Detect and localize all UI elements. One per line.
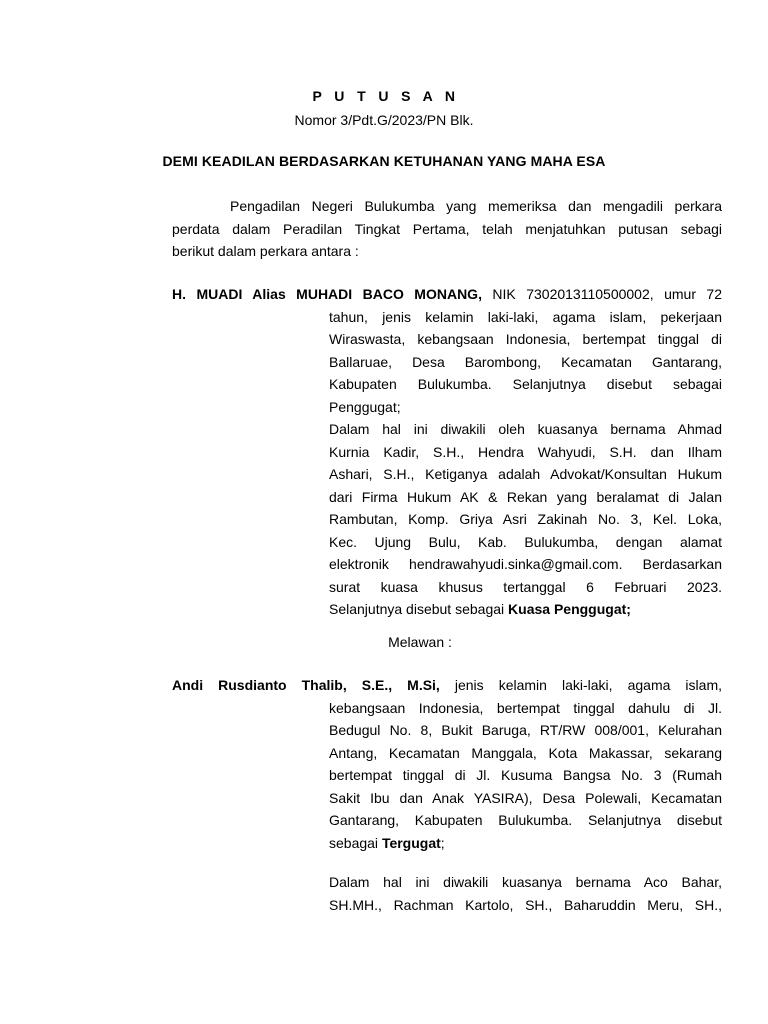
- tergugat-line: bertempat tinggal di Jl. Kusuma Bangsa No. 3 (Rumah: [329, 767, 722, 783]
- tergugat-first-line-rest: jenis kelamin laki-laki, agama islam,: [454, 677, 722, 693]
- tergugat-line: Gantarang, Kabupaten Bulukumba. Selanjutnya disebut: [329, 812, 722, 828]
- penggugat-line: Kabupaten Bulukumba. Selanjutnya disebut sebagai: [329, 376, 722, 392]
- penggugat-line: tahun, jenis kelamin laki-laki, agama islam, pekerjaan: [329, 308, 722, 325]
- penggugat-line: dari Firma Hukum AK & Rekan yang beralamat di Jalan: [329, 488, 722, 505]
- tergugat-line: kebangsaan Indonesia, bertempat tinggal dahulu di Jl.: [329, 699, 722, 716]
- intro-paragraph: [172, 195, 722, 263]
- kuasa-tergugat-paragraph: [329, 871, 722, 916]
- penggugat-line: Wiraswasta, kebangsaan Indonesia, bertempat tinggal di: [329, 331, 722, 347]
- tergugat-first-line: [172, 674, 722, 697]
- tergugat-last-line-prefix: sebagai: [329, 834, 382, 851]
- penggugat-line: Rambutan, Komp. Griya Asri Zakinah No. 3, Kel. Loka,: [329, 511, 722, 527]
- penggugat-line: Dalam hal ini diwakili oleh kuasanya bernama Ahmad: [329, 421, 722, 437]
- penggugat-first-line: [172, 283, 722, 306]
- intro-line: Pengadilan Negeri Bulukumba yang memeriksa dan mengadili perkara: [230, 198, 722, 214]
- penggugat-line: Ballaruae, Desa Barombong, Kecamatan Gantarang,: [329, 353, 722, 370]
- tergugat-details: [329, 697, 722, 855]
- tergugat-line: Antang, Kecamatan Manggala, Kota Makassar, sekarang: [329, 744, 722, 761]
- intro-line: perdata dalam Peradilan Tingkat Pertama, telah menjatuhkan putusan sebagi: [172, 220, 722, 237]
- penggugat-line: Kec. Ujung Bulu, Kab. Bulukumba, dengan alamat: [329, 533, 722, 550]
- tergugat-name: Andi Rusdianto Thalib, S.E., M.Si,: [172, 677, 440, 693]
- tergugat-line: Bedugul No. 8, Bukit Baruga, RT/RW 008/001, Kelurahan: [329, 722, 722, 738]
- tergugat-line: Sakit Ibu dan Anak YASIRA), Desa Polewali, Kecamatan: [329, 789, 722, 806]
- kuasa-tergugat-line: SH.MH., Rachman Kartolo, SH., Baharuddin Meru, SH.,: [329, 896, 722, 913]
- penggugat-first-line-rest: NIK 7302013110500002, umur 72: [492, 286, 723, 302]
- penggugat-last-line-prefix: Selanjutnya disebut sebagai: [329, 601, 509, 617]
- penggugat-line: Penggugat;: [329, 398, 401, 415]
- penggugat-line: elektronik hendrawahyudi.sinka@gmail.com. Berdasarkan: [329, 556, 722, 572]
- penggugat-line: Kurnia Kadir, S.H., Hendra Wahyudi, S.H. dan Ilham: [329, 443, 722, 460]
- penggugat-details: [329, 306, 722, 621]
- tergugat-label: Tergugat: [381, 834, 441, 851]
- intro-line: berikut dalam perkara antara :: [172, 243, 359, 259]
- tergugat-last-line-suffix: ;: [440, 834, 445, 851]
- penggugat-line: surat kuasa khusus tertanggal 6 Februari 2023.: [329, 578, 722, 595]
- irah-irah-heading: DEMI KEADILAN BERDASARKAN KETUHANAN YANG MAHA ESA: [162, 153, 606, 169]
- kuasa-tergugat-line: Dalam hal ini diwakili kuasanya bernama Aco Bahar,: [329, 874, 722, 890]
- tergugat-last-line: [329, 832, 722, 855]
- document-title: P U T U S A N: [312, 88, 460, 104]
- penggugat-line: Ashari, S.H., Ketiganya adalah Advokat/Konsultan Hukum: [329, 466, 722, 482]
- case-number: Nomor 3/Pdt.G/2023/PN Blk.: [294, 112, 474, 128]
- melawan-label: Melawan :: [388, 634, 452, 650]
- penggugat-last-line: [329, 598, 722, 621]
- penggugat-name: H. MUADI Alias MUHADI BACO MONANG,: [172, 286, 482, 302]
- kuasa-penggugat-label: Kuasa Penggugat;: [508, 601, 631, 617]
